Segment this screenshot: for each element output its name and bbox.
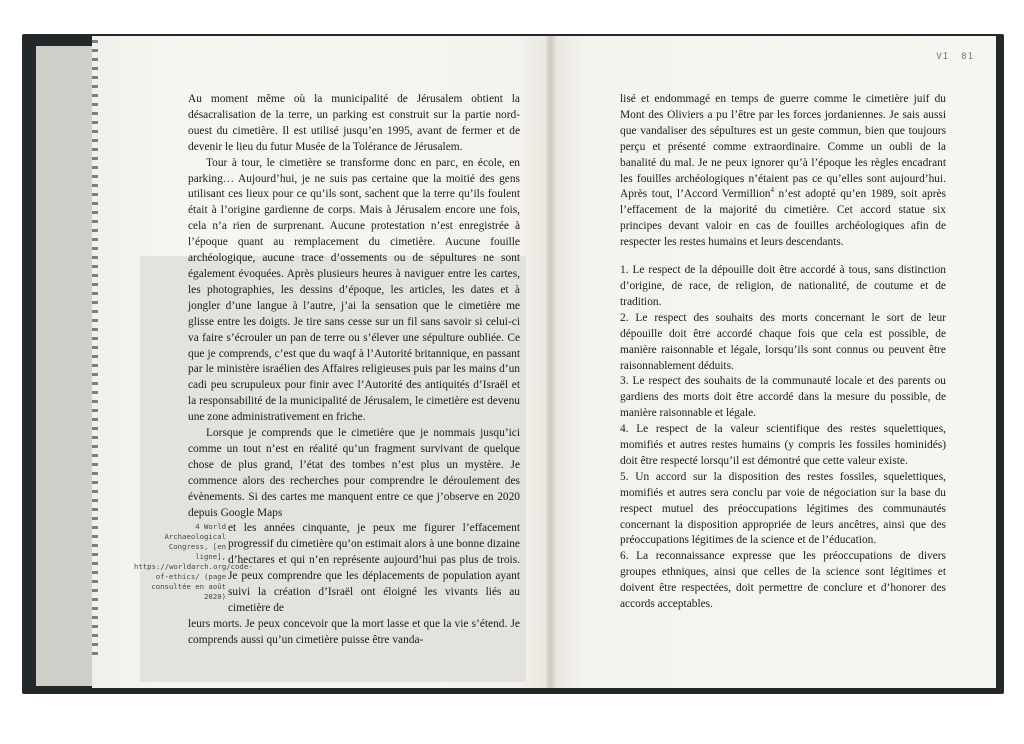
paragraph: [620, 92, 946, 251]
book-gutter: [546, 36, 556, 688]
footnote: 4 World Archaeological Congress, [en ligne], https://worldarch.org/code-of-ethics/ (page consultée en août 2020): [134, 522, 253, 601]
list-item: 6. La reconnaissance expresse que les préoccupations de divers groupes ethniques, ainsi que celles de la science sont légitimes et doivent être respectées, doit permettre de conclure et d’honorer des accords acceptables.: [620, 550, 946, 611]
list-item: 1. Le respect de la dépouille doit être accordé à tous, sans distinction d’origine, de race, de religion, de nationalité, de coutume et de tradition.: [620, 264, 946, 308]
list-item: 3. Le respect des souhaits de la communauté locale et des parents ou gardiens des morts doit être accordé dans la mesure du possible, de manière raisonnable et légale.: [620, 375, 946, 420]
principles-list: [620, 263, 946, 613]
open-book: [92, 36, 996, 688]
list-item: 4. Le respect de la valeur scientifique des restes squelettiques, momifiés et autres restes humains (y compris les fossiles hominidés) doit être respecté lorsqu’il est démontré que cette valeur existe.: [620, 423, 946, 467]
running-head: [924, 52, 974, 62]
chapter-number: VI: [936, 52, 950, 62]
list-item: 2. Le respect des souhaits des morts concernant le sort de leur dépouille doit être accordé chaque fois que cela est possible, de manière raisonnable et légale, lorsqu’ils sont connus ou peuvent être raisonnablement déduits.: [620, 311, 946, 372]
paragraph: Lorsque je comprends que le cimetière que je nommais jusqu’ici comme un tout n’est en réalité qu’un fragment survivant de quelque chose de plus grand, l’état des tombes n’est plus un mystère. Je commence alors des recherches pour comprendre le déroulement des évènements. Si des cartes me manquent entre ce que j’observe en 2020 depuis Google Maps: [188, 427, 520, 519]
paragraph: et les années cinquante, je peux me figurer l’effacement progressif du cimetière qu’on estimait alors à une bonne dizaine d’hectares et qui n’en représente aujourd’hui pas plus de trois. Je peux comprendre que les déplacements de population ayant suivi la création d’Israël ont éloigné les vivants liés au cimetière de: [228, 522, 520, 614]
intro-text: lisé et endommagé en temps de guerre comme le cimetière juif du Mont des Oliviers a pu l’être par les forces jordaniennes. Je sais aussi que vandaliser des sépultures est un geste commun, bien que toujours perçu et présenté comme extraordinaire. Comme un oubli de la banalité du mal. Je ne peux ignorer qu’à l’époque les règles encadrant les fouilles archéologiques n’étaient pas ce qu’elles sont aujourd’hui. Après tout, l’Accord Vermillion: [620, 93, 946, 201]
paragraph: Tour à tour, le cimetière se transforme donc en parc, en école, en parking… Aujourd’hui, je ne suis pas certaine que la moitié des gens utilisant ces lieux pour ce qu’ils sont, sachent que la terre qu’ils foulent était à l’origine gardienne de corps. Mais à Jérusalem encore une fois, cela n’a rien de surprenant. Aucune protestation n’est enregistrée à l’époque quant au remplacement du cimetière. Aucune fouille archéologique, aucune trace d’ossements ou de sépultures ne sont également évoquées. Après plusieurs heures à naviguer entre les cartes, les photographies, les dessins d’époque, les articles, les dates et à jongler d’une langue à l’autre, j’ai la sensation que le cimetière me glisse entre les doigts. Je tire sans cesse sur un fil sans savoir si celui-ci va faire s’écrouler un pan de terre ou s’élever une sépulture oubliée. Ce que je comprends, c’est que du waqf à l’Autorité britannique, en passant par le ministère israélien des Affaires religieuses puis par les mains d’un cadi peu scrupuleux pour finir avec l’Autorité des antiquités d’Israël et la responsabilité de la municipalité de Jérusalem, le cimetière est devenu une zone administrativement en friche.: [188, 156, 520, 424]
paragraph: Au moment même où la municipalité de Jérusalem obtient la désacralisation de la terre, un parking est construit sur la partie nord-ouest du cimetière. Il est utilisé jusqu’en 1995, avant de fermer et de devenir le lieu du futur Musée de la Tolérance de Jérusalem.: [188, 93, 520, 153]
list-item: 5. Un accord sur la disposition des restes fossiles, squelettiques, momifiés et autres sera conclu par voie de négociation sur la base du respect mutuel des préoccupations légitimes des communautés concernant la disposition appropriée de leurs ancêtres, ainsi que des préoccupations légitimes de la science et de l’éducation.: [620, 470, 946, 547]
footnote-marker: 4: [770, 186, 774, 195]
paragraph: leurs morts. Je peux concevoir que la mort lasse et que la vie s’étend. Je comprends aussi qu’un cimetière puisse être vanda-: [188, 617, 520, 646]
right-page-text: [620, 92, 946, 613]
page-edge-marks: [92, 40, 98, 660]
intro-text-end: n’est adopté qu’en 1989, soit après l’effacement de la majorité du cimetière. Cet accord statue six principes devant valoir en cas de fouilles archéologiques afin de respecter les restes humains et leurs descendants.: [620, 188, 946, 249]
page-number: 81: [961, 52, 974, 62]
